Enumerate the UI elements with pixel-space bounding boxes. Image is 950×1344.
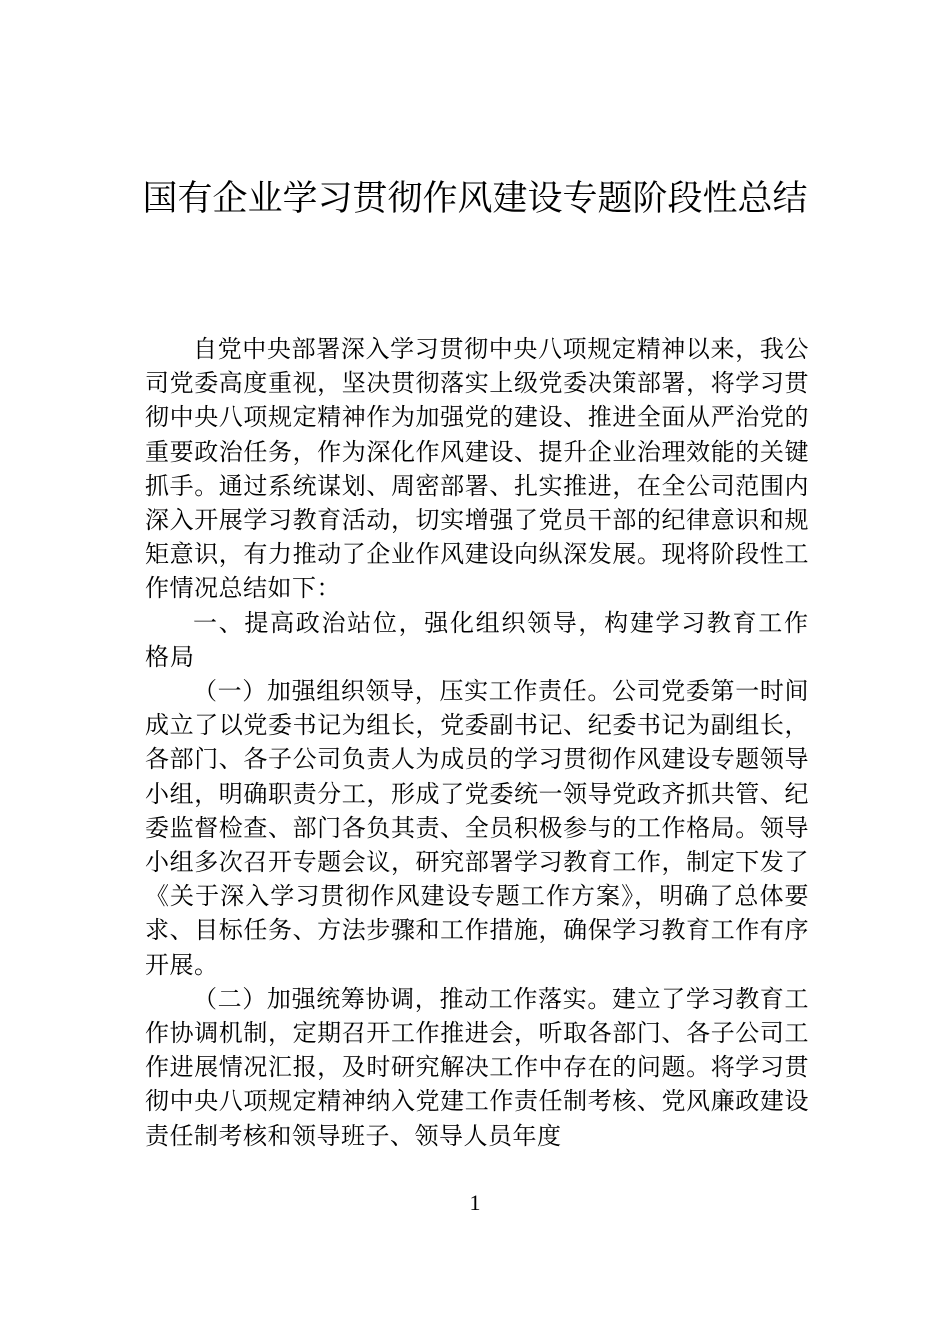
- document-body: [145, 332, 809, 1153]
- document-title: 国有企业学习贯彻作风建设专题阶段性总结: [142, 179, 808, 219]
- section-heading-1: 一、提高政治站位，强化组织领导，构建学习教育工作格局: [145, 608, 809, 671]
- page-number: 1: [469, 1190, 481, 1215]
- intro-paragraph: 自党中央部署深入学习贯彻中央八项规定精神以来，我公司党委高度重视，坚决贯彻落实上级党委决策部署，将学习贯彻中央八项规定精神作为加强党的建设、推进全面从严治党的重要政治任务，作为深化作风建设、提升企业治理效能的关键抓手。通过系统谋划、周密部署、扎实推进，在全公司范围内深入开展学习教育活动，切实增强了党员干部的纪律意识和规矩意识，有力推动了企业作风建设向纵深发展。现将阶段性工作情况总结如下：: [145, 335, 809, 603]
- subsection-paragraph-1: （一）加强组织领导，压实工作责任。公司党委第一时间成立了以党委书记为组长，党委副书记、纪委书记为副组长，各部门、各子公司负责人为成员的学习贯彻作风建设专题领导小组，明确职责分工，形成了党委统一领导党政齐抓共管、纪委监督检查、部门各负其责、全员积极参与的工作格局。领导小组多次召开专题会议，研究部署学习教育工作，制定下发了《关于深入学习贯彻作风建设专题工作方案》，明确了总体要求、目标任务、方法步骤和工作措施，确保学习教育工作有序开展。: [145, 677, 809, 979]
- subsection-paragraph-2: （二）加强统筹协调，推动工作落实。建立了学习教育工作协调机制，定期召开工作推进会，听取各部门、各子公司工作进展情况汇报，及时研究解决工作中存在的问题。将学习贯彻中央八项规定精神纳入党建工作责任制考核、党风廉政建设责任制考核和领导班子、领导人员年度: [145, 984, 809, 1150]
